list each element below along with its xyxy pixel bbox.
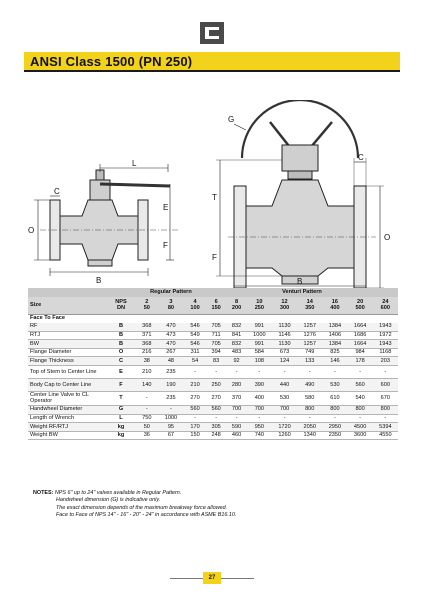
table-cell: 610 bbox=[322, 392, 347, 406]
row-symbol: B bbox=[106, 323, 136, 332]
table-cell: 3600 bbox=[348, 431, 373, 440]
table-cell: 1276 bbox=[297, 331, 322, 340]
table-cell: 1406 bbox=[322, 331, 347, 340]
table-cell: 305 bbox=[206, 423, 226, 432]
row-label: Center Line Valve to CL Operator bbox=[28, 392, 106, 406]
table-cell: 800 bbox=[297, 405, 322, 414]
table-cell: 991 bbox=[247, 323, 272, 332]
footer-rule-left bbox=[170, 578, 203, 579]
row-label: Length of Wrench bbox=[28, 414, 106, 423]
table-cell: 473 bbox=[158, 331, 185, 340]
table-cell: 210 bbox=[136, 366, 158, 379]
table-cell: 1664 bbox=[348, 323, 373, 332]
row-label: RTJ bbox=[28, 331, 106, 340]
table-cell: - bbox=[297, 366, 322, 379]
row-label: Handwheel Diameter bbox=[28, 405, 106, 414]
row-symbol: B bbox=[106, 340, 136, 349]
row-label: BW bbox=[28, 340, 106, 349]
table-cell: 133 bbox=[297, 357, 322, 366]
table-cell: - bbox=[206, 366, 226, 379]
notes-line-1: NOTES: NPS 6" up to 24" valves available in Regular Pattern. bbox=[33, 490, 182, 496]
row-symbol: kg bbox=[106, 431, 136, 440]
table-cell: 190 bbox=[158, 379, 185, 392]
table-cell: 670 bbox=[373, 392, 398, 406]
notes-block bbox=[33, 490, 393, 519]
pattern-header-row bbox=[28, 288, 398, 297]
table-cell: 546 bbox=[184, 340, 206, 349]
table-cell: - bbox=[158, 405, 185, 414]
table-row bbox=[28, 405, 398, 414]
size-header-cell: 3 80 bbox=[158, 297, 185, 314]
table-cell: 1384 bbox=[322, 340, 347, 349]
table-cell: 390 bbox=[247, 379, 272, 392]
table-cell: 48 bbox=[158, 357, 185, 366]
table-cell: 270 bbox=[184, 392, 206, 406]
table-cell: 560 bbox=[348, 379, 373, 392]
dim-label-E: E bbox=[163, 203, 169, 212]
table-cell: 800 bbox=[373, 405, 398, 414]
table-cell: - bbox=[206, 414, 226, 423]
table-cell: 67 bbox=[158, 431, 185, 440]
size-header-cell: 6 150 bbox=[206, 297, 226, 314]
table-cell: 549 bbox=[184, 331, 206, 340]
table-cell: 1943 bbox=[373, 323, 398, 332]
table-row bbox=[28, 323, 398, 332]
face-to-face-heading: Face To Face bbox=[30, 315, 66, 322]
table-cell: 1257 bbox=[297, 340, 322, 349]
table-row bbox=[28, 431, 398, 440]
table-cell: 370 bbox=[226, 392, 246, 406]
table-cell: 1000 bbox=[158, 414, 185, 423]
dim-label-C-right: C bbox=[358, 153, 364, 162]
row-label: Weight RF/RTJ bbox=[28, 423, 106, 432]
table-cell: 235 bbox=[158, 392, 185, 406]
table-cell: 270 bbox=[206, 392, 226, 406]
table-cell: 1340 bbox=[297, 431, 322, 440]
table-cell: 1130 bbox=[272, 323, 297, 332]
table-cell: 235 bbox=[158, 366, 185, 379]
table-cell: 560 bbox=[206, 405, 226, 414]
table-cell: 83 bbox=[206, 357, 226, 366]
row-label: Top of Stem to Center Line bbox=[28, 366, 106, 379]
table-cell: - bbox=[297, 414, 322, 423]
table-cell: - bbox=[226, 414, 246, 423]
table-cell: 700 bbox=[272, 405, 297, 414]
table-cell: - bbox=[247, 366, 272, 379]
table-cell: 470 bbox=[158, 340, 185, 349]
table-cell: 1168 bbox=[373, 348, 398, 357]
size-header-cell: 12 300 bbox=[272, 297, 297, 314]
row-symbol: O bbox=[106, 348, 136, 357]
table-cell: 2350 bbox=[322, 431, 347, 440]
table-row bbox=[28, 414, 398, 423]
table-cell: 560 bbox=[184, 405, 206, 414]
size-header-cell: 8 200 bbox=[226, 297, 246, 314]
table-cell: 740 bbox=[247, 431, 272, 440]
dim-label-F-right: F bbox=[212, 253, 217, 262]
table-cell: 832 bbox=[226, 323, 246, 332]
dim-label-B-left: B bbox=[96, 276, 102, 285]
dimension-table bbox=[28, 288, 398, 440]
row-label: RF bbox=[28, 323, 106, 332]
size-header-cell: 20 500 bbox=[348, 297, 373, 314]
dim-label-O-left: O bbox=[28, 226, 35, 235]
table-cell: 1720 bbox=[272, 423, 297, 432]
table-cell: 1664 bbox=[348, 340, 373, 349]
table-cell: - bbox=[184, 366, 206, 379]
table-cell: 1257 bbox=[297, 323, 322, 332]
table-row bbox=[28, 331, 398, 340]
notes-label: NOTES: bbox=[33, 490, 54, 496]
dim-label-G: G bbox=[228, 115, 235, 124]
table-cell: 584 bbox=[247, 348, 272, 357]
table-cell: 1260 bbox=[272, 431, 297, 440]
table-cell: 311 bbox=[184, 348, 206, 357]
table-cell: 984 bbox=[348, 348, 373, 357]
table-cell: 4500 bbox=[348, 423, 373, 432]
table-cell: - bbox=[272, 414, 297, 423]
size-label: Size bbox=[28, 297, 106, 314]
row-label: Weight BW bbox=[28, 431, 106, 440]
table-cell: 490 bbox=[297, 379, 322, 392]
table-cell: 54 bbox=[184, 357, 206, 366]
table-cell: 150 bbox=[184, 431, 206, 440]
face-to-face-heading-row bbox=[28, 314, 398, 323]
regular-valve-drawing bbox=[34, 164, 180, 276]
notes-line-4: Face to Face of NPS 14" - 16" - 20" - 24" in accordance with ASME B16.10. bbox=[56, 511, 237, 518]
dim-label-F-left: F bbox=[163, 241, 168, 250]
size-header-cell: 10 250 bbox=[247, 297, 272, 314]
row-symbol: L bbox=[106, 414, 136, 423]
table-cell: - bbox=[136, 392, 158, 406]
company-logo bbox=[200, 22, 224, 44]
row-symbol: B bbox=[106, 331, 136, 340]
table-cell: 368 bbox=[136, 323, 158, 332]
table-cell: - bbox=[322, 366, 347, 379]
table-cell: - bbox=[348, 366, 373, 379]
regular-pattern-header: Regular Pattern bbox=[136, 288, 206, 297]
notes-line-2: Handwheel dimension (G) is indicative only. bbox=[56, 497, 161, 504]
table-row bbox=[28, 423, 398, 432]
table-cell: 440 bbox=[272, 379, 297, 392]
table-row bbox=[28, 379, 398, 392]
table-cell: 248 bbox=[206, 431, 226, 440]
table-cell: 750 bbox=[136, 414, 158, 423]
table-cell: 711 bbox=[206, 331, 226, 340]
table-cell: - bbox=[247, 414, 272, 423]
table-cell: 210 bbox=[184, 379, 206, 392]
table-cell: 470 bbox=[158, 323, 185, 332]
table-cell: 108 bbox=[247, 357, 272, 366]
table-cell: 280 bbox=[226, 379, 246, 392]
table-cell: 4550 bbox=[373, 431, 398, 440]
dim-label-T: T bbox=[212, 193, 217, 202]
table-cell: 95 bbox=[158, 423, 185, 432]
table-cell: 705 bbox=[206, 340, 226, 349]
table-cell: 673 bbox=[272, 348, 297, 357]
table-cell: 38 bbox=[136, 357, 158, 366]
row-label: Flange Thickness bbox=[28, 357, 106, 366]
table-cell: - bbox=[226, 366, 246, 379]
table-cell: 203 bbox=[373, 357, 398, 366]
size-header-cell: 4 100 bbox=[184, 297, 206, 314]
table-cell: 546 bbox=[184, 323, 206, 332]
table-cell: 832 bbox=[226, 340, 246, 349]
dim-label-B-right: B bbox=[297, 277, 303, 286]
table-cell: 1000 bbox=[247, 331, 272, 340]
table-cell: - bbox=[272, 366, 297, 379]
row-symbol: E bbox=[106, 366, 136, 379]
table-row bbox=[28, 392, 398, 406]
table-cell: 590 bbox=[226, 423, 246, 432]
venturi-valve-drawing bbox=[216, 100, 384, 288]
table-cell: 250 bbox=[206, 379, 226, 392]
table-cell: 460 bbox=[226, 431, 246, 440]
table-cell: 400 bbox=[247, 392, 272, 406]
size-header-row bbox=[28, 297, 398, 314]
table-cell: - bbox=[322, 414, 347, 423]
table-cell: 800 bbox=[322, 405, 347, 414]
table-cell: 36 bbox=[136, 431, 158, 440]
size-header-cell: 16 400 bbox=[322, 297, 347, 314]
dim-label-L: L bbox=[132, 159, 137, 168]
table-cell: 540 bbox=[348, 392, 373, 406]
valve-drawings bbox=[20, 100, 400, 290]
section-title-bar bbox=[24, 52, 400, 72]
table-row bbox=[28, 348, 398, 357]
table-cell: 841 bbox=[226, 331, 246, 340]
table-cell: - bbox=[136, 405, 158, 414]
table-cell: 267 bbox=[158, 348, 185, 357]
footer-rule-right bbox=[221, 578, 254, 579]
table-cell: 5394 bbox=[373, 423, 398, 432]
table-cell: 530 bbox=[322, 379, 347, 392]
table-cell: 705 bbox=[206, 323, 226, 332]
table-row bbox=[28, 357, 398, 366]
table-cell: 600 bbox=[373, 379, 398, 392]
table-cell: 749 bbox=[297, 348, 322, 357]
row-symbol: kg bbox=[106, 423, 136, 432]
table-cell: 394 bbox=[206, 348, 226, 357]
table-cell: 700 bbox=[226, 405, 246, 414]
table-row bbox=[28, 366, 398, 379]
table-row bbox=[28, 340, 398, 349]
table-cell: 170 bbox=[184, 423, 206, 432]
table-cell: 1972 bbox=[373, 331, 398, 340]
table-cell: 800 bbox=[348, 405, 373, 414]
table-cell: 700 bbox=[247, 405, 272, 414]
page-number: 27 bbox=[203, 572, 221, 584]
row-symbol: F bbox=[106, 379, 136, 392]
table-cell: 1943 bbox=[373, 340, 398, 349]
row-symbol: T bbox=[106, 392, 136, 406]
table-cell: 368 bbox=[136, 340, 158, 349]
size-header-cell: 2 50 bbox=[136, 297, 158, 314]
table-cell: - bbox=[373, 366, 398, 379]
table-cell: 1384 bbox=[322, 323, 347, 332]
nps-dn-label: NPS DN bbox=[106, 297, 136, 314]
table-cell: 825 bbox=[322, 348, 347, 357]
table-cell: 991 bbox=[247, 340, 272, 349]
size-header-cell: 24 600 bbox=[373, 297, 398, 314]
table-cell: 371 bbox=[136, 331, 158, 340]
table-cell: - bbox=[184, 414, 206, 423]
table-cell: - bbox=[348, 414, 373, 423]
table-cell: 216 bbox=[136, 348, 158, 357]
row-label: Body Cap to Center Line bbox=[28, 379, 106, 392]
row-label: Flange Diameter bbox=[28, 348, 106, 357]
table-cell: 50 bbox=[136, 423, 158, 432]
table-cell: 1130 bbox=[272, 340, 297, 349]
notes-line-3: The exact dimension depends of the maximum breakway force allowed. bbox=[56, 504, 228, 511]
dim-label-O-right: O bbox=[384, 233, 391, 242]
table-cell: 124 bbox=[272, 357, 297, 366]
page-title: ANSI Class 1500 (PN 250) bbox=[30, 54, 193, 69]
table-cell: - bbox=[373, 414, 398, 423]
dim-label-C-left: C bbox=[54, 187, 60, 196]
table-cell: 2950 bbox=[322, 423, 347, 432]
table-cell: 92 bbox=[226, 357, 246, 366]
table-cell: 950 bbox=[247, 423, 272, 432]
table-cell: 483 bbox=[226, 348, 246, 357]
table-cell: 146 bbox=[322, 357, 347, 366]
size-header-cell: 14 350 bbox=[297, 297, 322, 314]
table-cell: 140 bbox=[136, 379, 158, 392]
row-symbol: G bbox=[106, 405, 136, 414]
table-cell: 178 bbox=[348, 357, 373, 366]
table-cell: 2050 bbox=[297, 423, 322, 432]
table-cell: 1686 bbox=[348, 331, 373, 340]
venturi-pattern-header: Venturi Pattern bbox=[206, 288, 398, 297]
table-cell: 530 bbox=[272, 392, 297, 406]
table-cell: 1146 bbox=[272, 331, 297, 340]
table-cell: 580 bbox=[297, 392, 322, 406]
row-symbol: C bbox=[106, 357, 136, 366]
